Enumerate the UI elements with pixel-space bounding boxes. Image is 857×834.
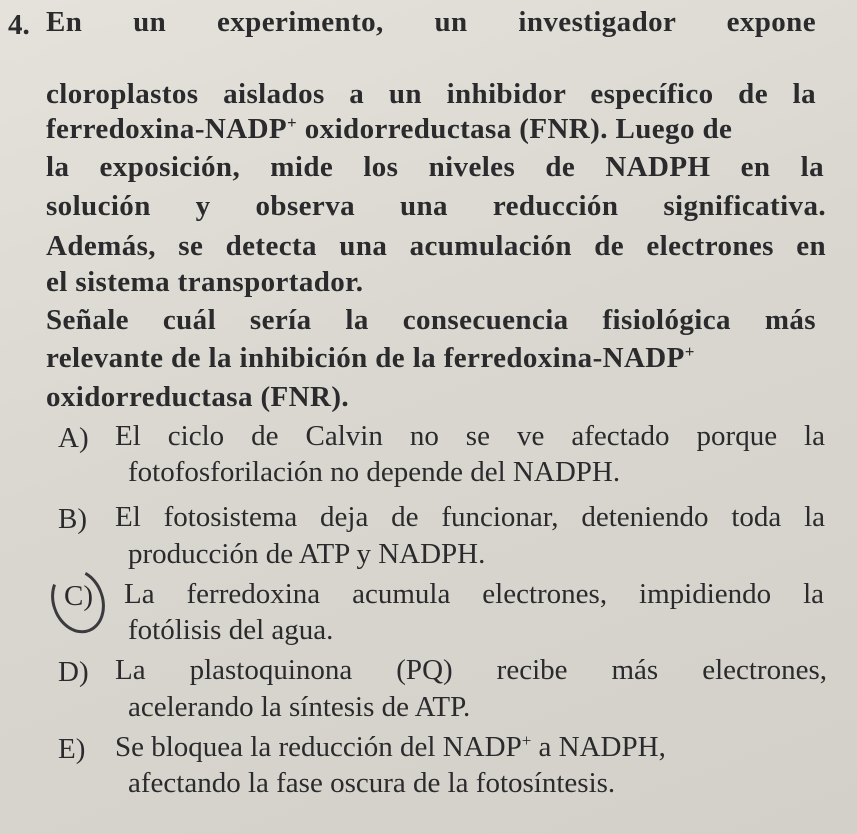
nadp-superscript-3: +	[521, 731, 532, 750]
stem-line-5: solución y observa una reducción significativa.	[46, 190, 826, 222]
option-b-line-2: producción de ATP y NADPH.	[128, 538, 486, 570]
option-c-letter: C)	[64, 580, 93, 612]
stem-line-8: Señale cuál sería la consecuencia fisiológica más	[46, 304, 816, 336]
option-e-line-1a: Se bloquea la reducción del NADP	[115, 731, 522, 763]
option-a-line-2: fotofosforilación no depende del NADPH.	[128, 456, 621, 488]
option-b-letter: B)	[58, 503, 87, 535]
option-a-letter: A)	[58, 422, 89, 454]
option-e-letter: E)	[58, 733, 86, 765]
option-e-line-1b: a NADPH,	[538, 731, 666, 763]
stem-line-1: En un experimento, un investigador expone	[46, 6, 816, 38]
stem-line-9a: relevante de la inhibición de la ferredoxina-NADP	[46, 342, 685, 374]
option-d-line-2: acelerando la síntesis de ATP.	[128, 691, 471, 723]
option-d-letter: D)	[58, 656, 89, 688]
nadp-superscript: +	[287, 113, 298, 132]
stem-line-3b: oxidorreductasa (FNR). Luego de	[304, 113, 733, 145]
option-e-line-2: afectando la fase oscura de la fotosíntesis.	[128, 767, 616, 799]
option-a-line-1: El ciclo de Calvin no se ve afectado porque la	[115, 420, 825, 452]
stem-line-7: el sistema transportador.	[46, 266, 364, 298]
stem-line-2: cloroplastos aislados a un inhibidor específico de la	[46, 78, 816, 110]
question-number: 4.	[8, 9, 30, 41]
stem-line-3	[46, 115, 826, 144]
stem-line-3a: ferredoxina-NADP	[46, 113, 288, 145]
option-c-line-2: fotólisis del agua.	[128, 614, 334, 646]
option-c-line-1: La ferredoxina acumula electrones, impidiendo la	[124, 578, 824, 610]
option-b-line-1: El fotosistema deja de funcionar, deteniendo toda la	[115, 501, 825, 533]
stem-line-9	[46, 344, 695, 373]
option-e-line-1	[115, 733, 830, 762]
stem-line-4: la exposición, mide los niveles de NADPH en la	[46, 151, 824, 183]
stem-line-10: oxidorreductasa (FNR).	[46, 381, 350, 413]
nadp-superscript-2: +	[684, 342, 695, 361]
stem-line-6: Además, se detecta una acumulación de electrones en	[46, 230, 826, 262]
option-d-line-1: La plastoquinona (PQ) recibe más electrones,	[115, 654, 827, 686]
